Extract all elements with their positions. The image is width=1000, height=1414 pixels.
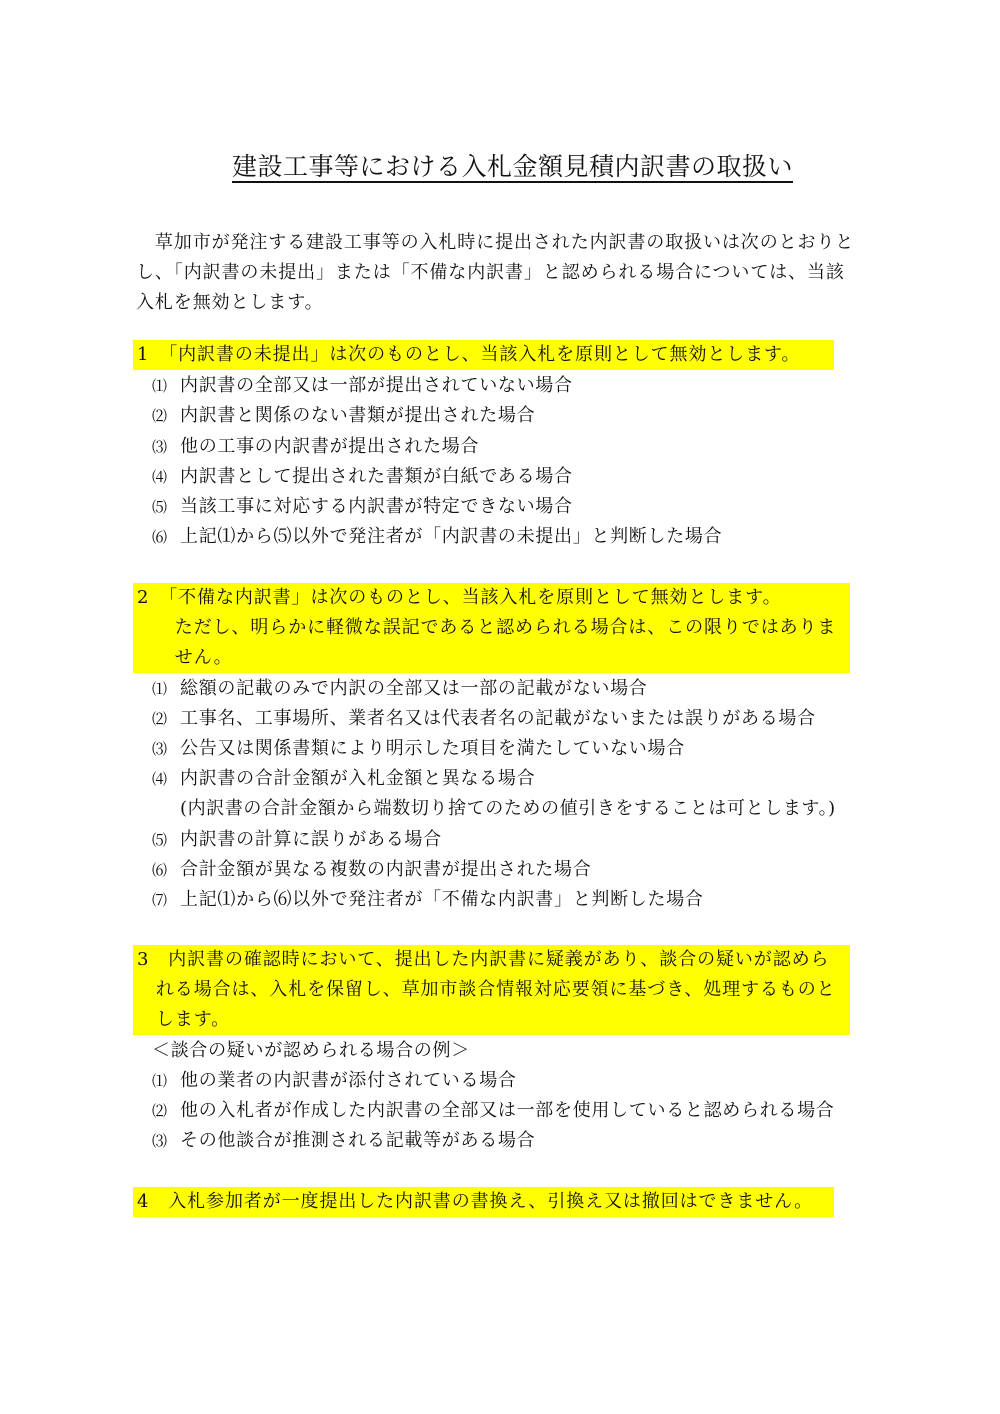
item-text: 上記⑴から⑸以外で発注者が「内訳書の未提出」と判断した場合	[180, 526, 723, 547]
list-item	[152, 764, 535, 794]
list-item	[152, 734, 685, 764]
section-3-heading	[133, 945, 850, 1035]
item-number: ⑴	[152, 377, 168, 395]
list-item	[152, 462, 573, 492]
list-item	[152, 674, 648, 704]
section-heading-line: 3 内訳書の確認時において、提出した内訳書に疑義があり、談合の疑いが認めら	[137, 949, 830, 970]
list-item	[152, 855, 591, 885]
item-text: 他の入札者が作成した内訳書の全部又は一部を使用していると認められる場合	[180, 1100, 835, 1121]
example-subheading: ＜談合の疑いが認められる場合の例＞	[152, 1040, 470, 1061]
item-text: 内訳書の全部又は一部が提出されていない場合	[180, 375, 573, 396]
item-text: 内訳書として提出された書類が白紙である場合	[180, 466, 573, 487]
item-number: ⑹	[152, 528, 168, 546]
item-number: ⑵	[152, 407, 168, 425]
item-text: 当該工事に対応する内訳書が特定できない場合	[180, 496, 573, 517]
list-item	[152, 825, 442, 855]
section-heading-line: 2 「不備な内訳書」は次のものとし、当該入札を原則として無効とします。	[137, 587, 782, 608]
item-text: 内訳書の合計金額が入札金額と異なる場合	[180, 768, 536, 789]
section-heading-line: ただし、明らかに軽微な誤記であると認められる場合は、この限りではありま	[137, 617, 837, 638]
item-text: 内訳書と関係のない書類が提出された場合	[180, 405, 536, 426]
item-number: ⑸	[152, 831, 168, 849]
list-item	[152, 401, 535, 431]
section-heading-line: します。	[137, 1009, 231, 1030]
list-item	[152, 1066, 517, 1096]
item-note: (内訳書の合計金額から端数切り捨てのための値引きをすることは可とします。)	[180, 798, 836, 819]
item-text: 総額の記載のみで内訳の全部又は一部の記載がない場合	[180, 678, 648, 699]
item-text: 他の業者の内訳書が添付されている場合	[180, 1070, 517, 1091]
item-number: ⑶	[152, 1132, 168, 1150]
item-text: 公告又は関係書類により明示した項目を満たしていない場合	[180, 738, 685, 759]
list-item	[152, 371, 573, 401]
section-heading-line: 1 「内訳書の未提出」は次のものとし、当該入札を原則として無効とします。	[137, 344, 801, 365]
intro-line: 草加市が発注する建設工事等の入札時に提出された内訳書の取扱いは次のとおりと	[136, 232, 855, 253]
section-heading-line: 4 入札参加者が一度提出した内訳書の書換え、引換え又は撤回はできません。	[137, 1191, 814, 1212]
list-item	[152, 704, 816, 734]
list-item	[152, 1126, 535, 1156]
section-2-heading	[133, 583, 850, 673]
item-text: 内訳書の計算に誤りがある場合	[180, 829, 442, 850]
item-number: ⑷	[152, 468, 168, 486]
list-item	[152, 522, 722, 552]
item-text: 工事名、工事場所、業者名又は代表者名の記載がないまたは誤りがある場合	[180, 708, 816, 729]
item-number: ⑶	[152, 740, 168, 758]
item-number: ⑵	[152, 710, 168, 728]
section-heading-line: れる場合は、入札を保留し、草加市談合情報対応要領に基づき、処理するものと	[137, 979, 836, 1000]
item-number: ⑴	[152, 680, 168, 698]
intro-line: 入札を無効とします。	[136, 292, 324, 313]
item-text: その他談合が推測される記載等がある場合	[180, 1130, 536, 1151]
item-number: ⑸	[152, 498, 168, 516]
list-item	[152, 1096, 835, 1126]
item-number: ⑴	[152, 1072, 168, 1090]
section-1-heading	[133, 340, 834, 370]
list-item	[152, 885, 704, 915]
section-heading-line: せん。	[137, 647, 233, 668]
item-number: ⑶	[152, 438, 168, 456]
list-item	[152, 492, 573, 522]
item-number: ⑵	[152, 1102, 168, 1120]
item-number: ⑹	[152, 861, 168, 879]
item-text: 他の工事の内訳書が提出された場合	[180, 436, 480, 457]
section-4-heading	[133, 1187, 834, 1217]
item-text: 合計金額が異なる複数の内訳書が提出された場合	[180, 859, 592, 880]
item-number: ⑷	[152, 770, 168, 788]
intro-line: し、「内訳書の未提出」または「不備な内訳書」と認められる場合については、当該	[136, 262, 845, 283]
intro-paragraph	[136, 228, 876, 318]
item-text: 上記⑴から⑹以外で発注者が「不備な内訳書」と判断した場合	[180, 889, 704, 910]
document-title: 建設工事等における入札金額見積内訳書の取扱い	[232, 152, 794, 181]
item-number: ⑺	[152, 891, 168, 909]
list-item	[152, 432, 479, 462]
